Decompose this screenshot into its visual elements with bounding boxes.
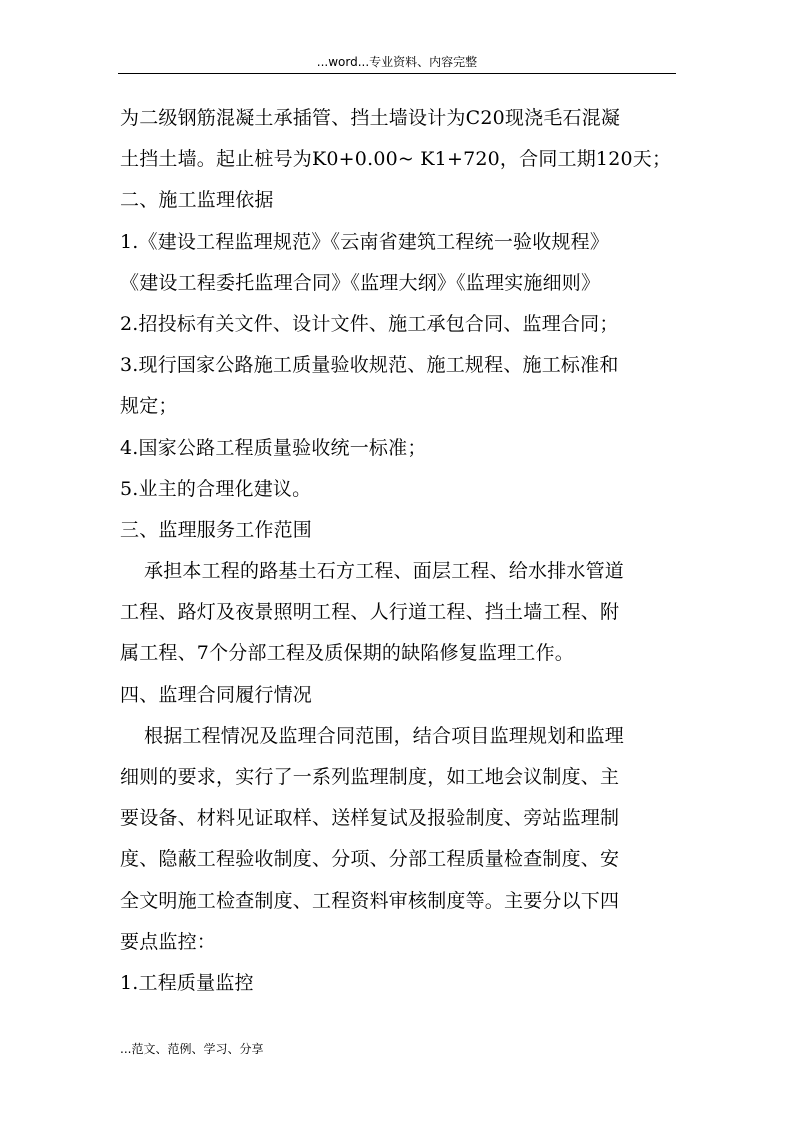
- body-line: 规定；: [120, 395, 178, 418]
- page-header: ...word...专业资料、内容完整: [118, 50, 676, 74]
- body-line: 细则的要求，实行了一系列监理制度，如工地会议制度、主: [120, 766, 620, 788]
- paragraph-first-line: 承担本工程的路基土石方工程、面层工程、给水排水管道: [144, 560, 625, 583]
- section-heading: 四、监理合同履行情况: [120, 683, 313, 706]
- paragraph-first-line: 根据工程情况及监理合同范围，结合项目监理规划和监理: [144, 724, 625, 747]
- body-line: 要点监控：: [120, 930, 217, 953]
- body-line: 要设备、材料见证取样、送样复试及报验制度、旁站监理制: [120, 807, 620, 830]
- body-line: 度、隐蔽工程验收制度、分项、分部工程质量检查制度、安: [120, 848, 620, 871]
- list-item: 1.《建设工程监理规范》《云南省建筑工程统一验收规程》: [120, 230, 610, 253]
- list-item: 2.招投标有关文件、设计文件、施工承包合同、监理合同；: [120, 312, 619, 335]
- section-heading: 三、监理服务工作范围: [120, 518, 313, 541]
- body-line: 属工程、7个分部工程及质保期的缺陷修复监理工作。: [120, 642, 574, 665]
- section-heading: 二、施工监理依据: [120, 189, 274, 212]
- list-item: 3.现行国家公路施工质量验收规范、施工规程、施工标准和: [120, 354, 619, 377]
- body-line: 全文明施工检查制度、工程资料审核制度等。主要分以下四: [120, 889, 620, 912]
- list-item: 4.国家公路工程质量验收统一标准；: [120, 436, 427, 459]
- body-line: 为二级钢筋混凝土承插管、挡土墙设计为C20现浇毛石混凝: [120, 107, 621, 129]
- list-item: 5.业主的合理化建议。: [120, 477, 312, 500]
- body-line: 土挡土墙。起止桩号为K0+0.00~ K1+720，合同工期120天；: [120, 148, 672, 171]
- body-line: 《建设工程委托监理合同》《监理大纲》《监理实施细则》: [120, 271, 601, 294]
- document-body: [120, 98, 680, 1004]
- page-footer: ...范文、范例、学习、分享: [120, 1042, 264, 1056]
- subsection-heading: 1.工程质量监控: [120, 971, 254, 994]
- body-line: 工程、路灯及夜景照明工程、人行道工程、挡土墙工程、附: [120, 601, 620, 624]
